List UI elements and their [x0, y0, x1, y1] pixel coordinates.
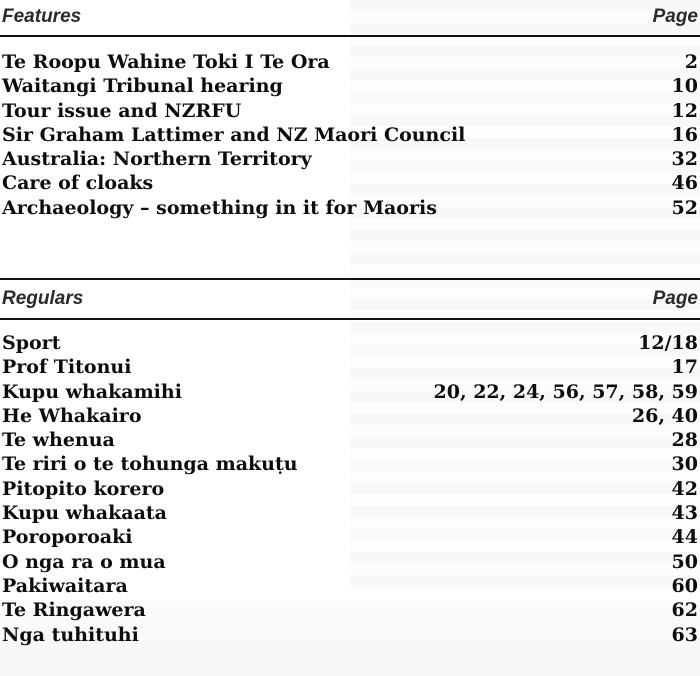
entry-page: 62 [671, 599, 698, 622]
entry-page: 17 [671, 356, 698, 379]
regulars-header [0, 282, 700, 316]
entry-title: Pakiwaitara [2, 574, 128, 597]
entry-title: Australia: Northern Territory [2, 148, 312, 171]
entry-page: 42 [671, 477, 698, 500]
entry-page: 16 [671, 123, 698, 146]
contents-entry [0, 404, 700, 428]
contents-entry [0, 477, 700, 501]
features-rule [0, 35, 700, 37]
contents-entry [0, 598, 700, 622]
entry-page: 28 [671, 429, 698, 452]
features-list [0, 50, 700, 220]
contents-entry [0, 428, 700, 452]
entry-page: 43 [671, 502, 698, 525]
regulars-list [0, 331, 700, 647]
entry-page: 63 [671, 623, 698, 646]
entry-title: Care of cloaks [2, 172, 154, 195]
entry-title: Sir Graham Lattimer and NZ Maori Council [2, 123, 466, 146]
contents-entry [0, 574, 700, 598]
entry-page: 52 [671, 196, 698, 219]
regulars-top-rule [0, 278, 700, 280]
contents-entry [0, 525, 700, 549]
entry-title: Te whenua [2, 429, 115, 452]
entry-title: O nga ra o mua [2, 550, 166, 573]
regulars-rule [0, 318, 700, 320]
entry-title: Prof Titonui [2, 356, 132, 379]
entry-page: 32 [671, 148, 698, 171]
entry-page: 46 [671, 172, 698, 195]
regulars-heading: Regulars [2, 288, 84, 309]
entry-title: Nga tuhituhi [2, 623, 139, 646]
entry-page: 50 [671, 550, 698, 573]
entry-title: Poroporoaki [2, 526, 133, 549]
entry-title: Pitopito korero [2, 477, 165, 500]
entry-title: Archaeology – something in it for Maoris [2, 196, 437, 219]
entry-page: 2 [684, 51, 698, 73]
contents-entry [0, 623, 700, 647]
entry-page: 44 [671, 526, 698, 549]
contents-entry [0, 147, 700, 171]
entry-page: 30 [671, 453, 698, 476]
entry-title: Kupu whakaata [2, 502, 167, 525]
contents-entry [0, 452, 700, 476]
contents-entry [0, 171, 700, 195]
contents-entry [0, 355, 700, 379]
entry-title: Tour issue and NZRFU [2, 99, 242, 122]
contents-entry [0, 99, 700, 123]
entry-title: Sport [2, 332, 61, 354]
contents-entry [0, 501, 700, 525]
features-heading: Features [2, 6, 82, 27]
contents-entry [0, 123, 700, 147]
entry-title: Te Roopu Wahine Toki I Te Ora [2, 51, 330, 73]
entry-title: He Whakairo [2, 404, 142, 427]
entry-page: 10 [671, 75, 698, 98]
contents-entry [0, 50, 700, 74]
entry-title: Waitangi Tribunal hearing [2, 75, 283, 98]
contents-entry [0, 550, 700, 574]
contents-entry [0, 380, 700, 404]
entry-page: 26, 40 [631, 404, 698, 427]
entry-title: Te riri o te tohunga makuṭu [2, 453, 298, 476]
entry-page: 20, 22, 24, 56, 57, 58, 59 [433, 380, 698, 403]
entry-page: 60 [671, 574, 698, 597]
entry-title: Te Ringawera [2, 599, 146, 622]
entry-page: 12/18 [638, 332, 698, 354]
contents-entry [0, 196, 700, 220]
contents-entry [0, 331, 700, 355]
features-header [0, 0, 700, 34]
entry-page: 12 [671, 99, 698, 122]
features-page-heading: Page [652, 6, 698, 27]
regulars-page-heading: Page [652, 288, 698, 309]
entry-title: Kupu whakamihi [2, 380, 182, 403]
contents-entry [0, 74, 700, 98]
